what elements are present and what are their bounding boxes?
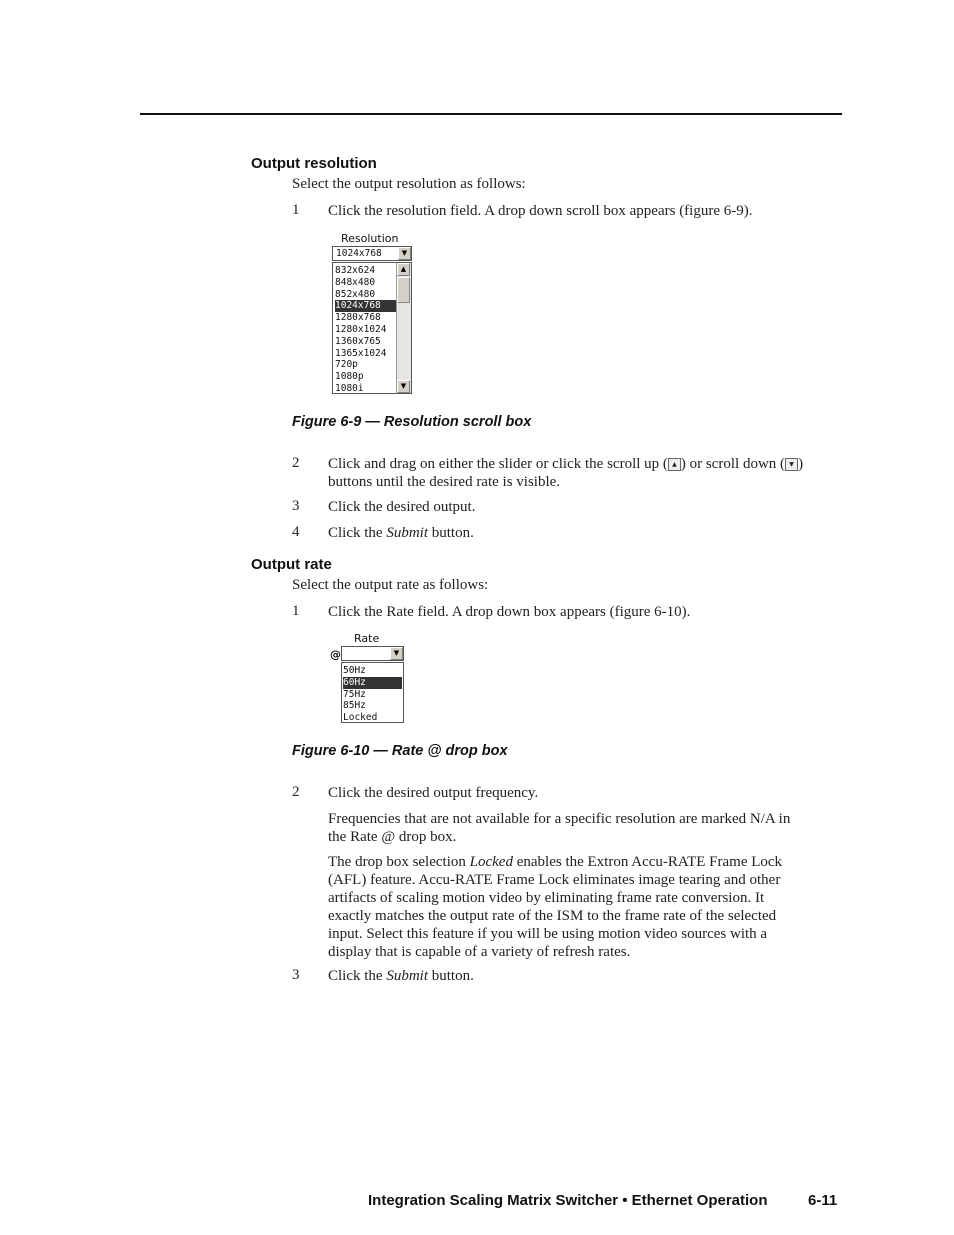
list-item[interactable]: 832x624 bbox=[335, 265, 376, 276]
paragraph-line: input. Select this feature if you will be using motion video sources with a bbox=[328, 926, 768, 942]
header-rule bbox=[140, 113, 842, 115]
step-text bbox=[328, 455, 803, 473]
resolution-options bbox=[335, 265, 398, 395]
rate-dropdown-list[interactable] bbox=[341, 662, 404, 723]
chevron-down-icon[interactable]: ▼ bbox=[390, 647, 403, 660]
paragraph-line: the Rate @ drop box. bbox=[328, 829, 457, 845]
intro-output-rate: Select the output rate as follows: bbox=[292, 577, 489, 593]
list-item[interactable]: 75Hz bbox=[343, 688, 366, 700]
arrow-down-icon[interactable]: ▼ bbox=[397, 380, 410, 393]
chevron-down-icon[interactable]: ▼ bbox=[398, 247, 411, 260]
step-text-part: button. bbox=[428, 968, 474, 984]
resolution-dropdown-list[interactable] bbox=[332, 262, 412, 394]
resolution-selected-value: 1024x768 bbox=[336, 248, 382, 259]
list-item[interactable]: 720p bbox=[335, 359, 358, 371]
step-text: Click the desired output. bbox=[328, 499, 476, 515]
heading-output-rate: Output rate bbox=[251, 556, 332, 573]
step-text-part: Click and drag on either the slider or click the scroll up ( bbox=[328, 456, 668, 472]
step-text-part: ) bbox=[798, 456, 804, 472]
rate-options bbox=[343, 665, 402, 724]
step-number: 3 bbox=[292, 967, 300, 983]
resolution-label: Resolution bbox=[341, 232, 399, 245]
paragraph-part: enables the Extron Accu-RATE Frame Lock bbox=[512, 854, 783, 870]
heading-output-resolution: Output resolution bbox=[251, 155, 377, 172]
scrollbar-thumb[interactable] bbox=[397, 277, 410, 303]
step-text-part: button. bbox=[428, 525, 474, 541]
intro-output-resolution: Select the output resolution as follows: bbox=[292, 176, 526, 192]
paragraph-line bbox=[328, 853, 782, 871]
list-item[interactable]: 1080p bbox=[335, 371, 364, 383]
figure-caption: Figure 6-10 — Rate @ drop box bbox=[292, 743, 508, 759]
scroll-up-icon: ▲ bbox=[668, 458, 681, 471]
paragraph bbox=[328, 853, 782, 961]
paragraph-line: (AFL) feature. Accu-RATE Frame Lock eliminates image tearing and other bbox=[328, 872, 781, 888]
step-text: Click the desired output frequency. bbox=[328, 785, 539, 801]
step-number: 2 bbox=[292, 784, 300, 800]
resolution-select[interactable] bbox=[332, 246, 412, 261]
list-item[interactable]: 1365x1024 bbox=[335, 347, 387, 359]
list-item[interactable]: Locked bbox=[343, 712, 378, 724]
paragraph-line: display that is capable of a variety of refresh rates. bbox=[328, 944, 631, 960]
step-number: 2 bbox=[292, 455, 300, 471]
list-item[interactable]: 85Hz bbox=[343, 700, 366, 712]
list-item[interactable]: 848x480 bbox=[335, 276, 376, 288]
list-item[interactable]: 1280x1024 bbox=[335, 323, 387, 335]
step-text bbox=[328, 524, 474, 542]
step-text bbox=[328, 967, 474, 985]
paragraph bbox=[328, 810, 790, 846]
step-number: 1 bbox=[292, 202, 300, 218]
paragraph-line: Frequencies that are not available for a specific resolution are marked N/A in bbox=[328, 811, 791, 827]
list-item[interactable]: 1360x765 bbox=[335, 335, 381, 347]
rate-label: Rate bbox=[354, 632, 380, 645]
figure-caption: Figure 6-9 — Resolution scroll box bbox=[292, 414, 532, 430]
footer-title: Integration Scaling Matrix Switcher • Ethernet Operation bbox=[368, 1192, 768, 1209]
paragraph-line: artifacts of scaling motion video by eliminating frame rate conversion. It bbox=[328, 890, 765, 906]
step-number: 1 bbox=[292, 603, 300, 619]
step-text: Click the Rate field. A drop down box appears (figure 6-10). bbox=[328, 604, 691, 620]
paragraph-line: exactly matches the output rate of the ISM to the frame rate of the selected bbox=[328, 908, 777, 924]
step-text-part: ) or scroll down ( bbox=[680, 456, 786, 472]
scroll-down-icon: ▼ bbox=[785, 458, 798, 471]
step-number: 3 bbox=[292, 498, 300, 514]
rate-at-prefix: @ bbox=[330, 648, 341, 661]
step-text: Click the resolution field. A drop down scroll box appears (figure 6-9). bbox=[328, 203, 753, 219]
arrow-up-icon[interactable]: ▲ bbox=[397, 263, 410, 276]
list-item[interactable]: 852x480 bbox=[335, 288, 376, 300]
step-text-continued: buttons until the desired rate is visible. bbox=[328, 474, 561, 490]
rate-select[interactable] bbox=[341, 646, 404, 661]
list-item-selected[interactable]: 1024x768 bbox=[335, 300, 398, 312]
page-number: 6-11 bbox=[808, 1192, 838, 1209]
scrollbar[interactable] bbox=[396, 263, 411, 393]
locked-term: Locked bbox=[469, 854, 513, 870]
list-item-selected[interactable]: 60Hz bbox=[343, 677, 402, 689]
paragraph-part: The drop box selection bbox=[328, 854, 470, 870]
step-text-part: Click the bbox=[328, 968, 387, 984]
list-item[interactable]: 1080i bbox=[335, 382, 364, 394]
step-number: 4 bbox=[292, 524, 300, 540]
submit-term: Submit bbox=[386, 968, 428, 984]
list-item[interactable]: 50Hz bbox=[343, 665, 366, 676]
step-text-part: Click the bbox=[328, 525, 387, 541]
list-item[interactable]: 1280x768 bbox=[335, 312, 381, 324]
submit-term: Submit bbox=[386, 525, 428, 541]
